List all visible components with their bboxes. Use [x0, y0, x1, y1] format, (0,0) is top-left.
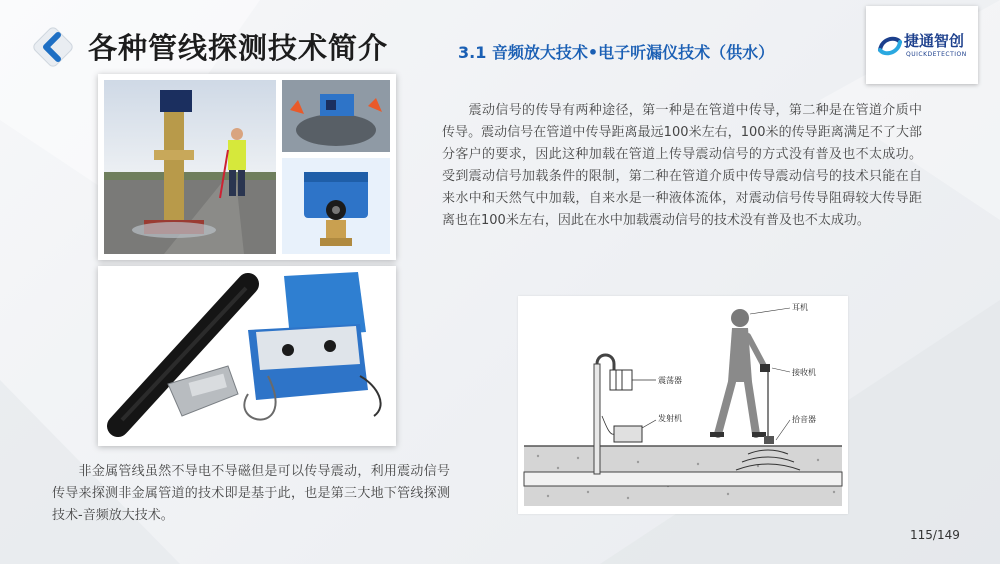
listening-device-photo	[98, 266, 396, 446]
label-transmitter: 发射机	[658, 414, 682, 423]
equipment-photo-collage	[98, 74, 396, 260]
back-button[interactable]	[30, 24, 76, 70]
detection-diagram	[518, 296, 848, 514]
logo-name-cn: 捷通智创	[904, 32, 965, 50]
label-receiver: 接收机	[792, 368, 816, 377]
label-earphone: 耳机	[792, 303, 808, 312]
sensor-device-photo	[282, 158, 390, 254]
page-number: 115/149	[910, 528, 960, 542]
section-subtitle: 3.1 音频放大技术•电子听漏仪技术（供水）	[458, 43, 775, 62]
label-pickup: 拾音器	[792, 415, 816, 424]
logo-swirl-icon	[876, 32, 904, 60]
label-vibrator: 震荡器	[658, 376, 682, 385]
company-logo	[866, 6, 978, 84]
logo-name-en: QUICKDETECTION	[906, 51, 967, 58]
non-metal-pipe-paragraph: 非金属管线虽然不导电不导磁但是可以传导震动，利用震动信号传导来探测非金属管道的技术即是基于此，也是第三大地下管线探测技术-音频放大技术。	[52, 464, 450, 523]
detector-closeup-photo	[282, 80, 390, 152]
vibration-signal-paragraph: 震动信号的传导有两种途径，第一种是在管道中传导，第二种是在管道介质中传导。震动信号在管道中传导距离最远100米左右，100米的传导距离满足不了大部分客户的要求，因此这种加载在管道上传导震动信号的方式没有普及也不太成功。受到震动信号加载条件的限制，第二种在管道介质中传导震动信号的技术只能在自来水中和天然气中加载，自来水是一种液体流体，对震动信号传导阻碍较大传导距离也在100米左右，因此在水中加载震动信号的技术没有普及也不太成功。	[442, 103, 922, 228]
field-photo	[104, 80, 276, 254]
page-title: 各种管线探测技术简介	[88, 31, 389, 65]
chevron-left-icon	[30, 24, 76, 70]
